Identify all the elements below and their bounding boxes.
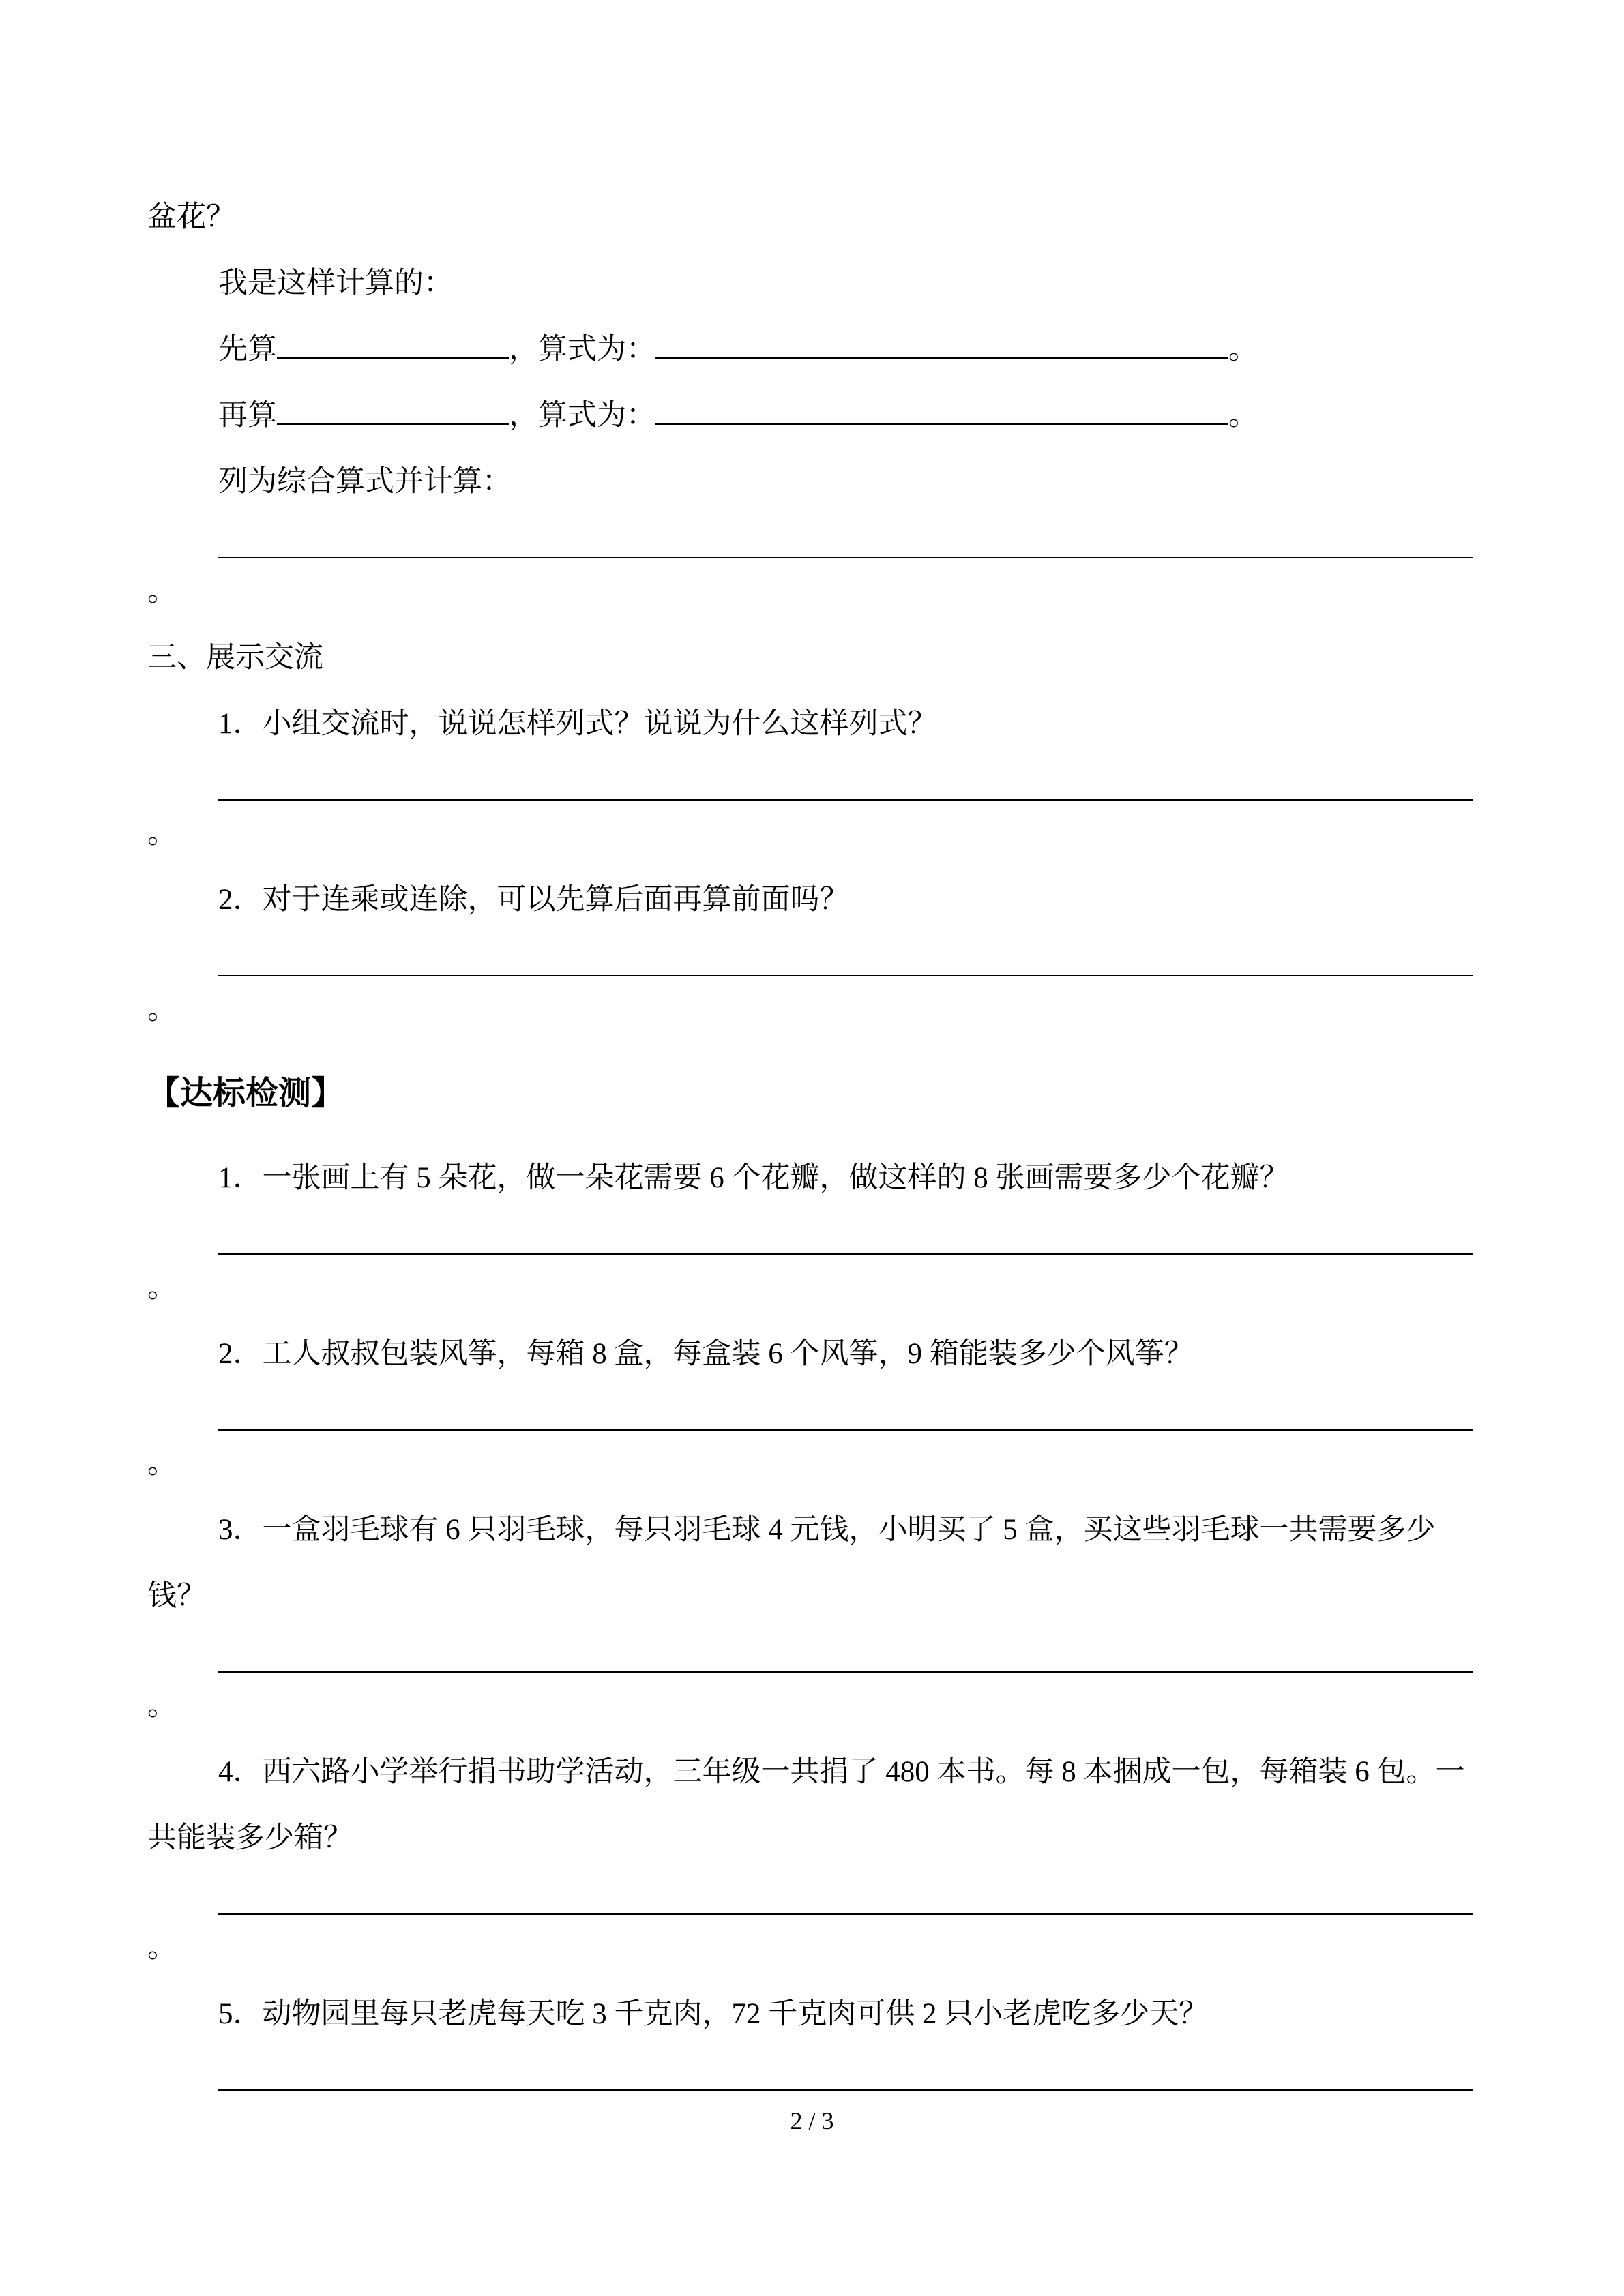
formula-label: ，算式为：: [509, 400, 655, 432]
answer-line: [218, 1211, 1473, 1255]
fill-in-blank: [655, 331, 1228, 359]
answer-line: [218, 1629, 1473, 1673]
test-question-5: 5．动物园里每只老虎每天吃 3 千克肉，72 千克肉可供 2 只小老虎吃多少天？: [218, 1998, 1209, 2030]
test-question-3: 3．一盒羽毛球有 6 只羽毛球，每只羽毛球 4 元钱，小明买了 5 盒，买这些羽毛球一共需要多少钱？: [147, 1514, 1436, 1612]
calc-step2-prefix: 再算: [218, 400, 277, 432]
fill-in-blank: [277, 398, 509, 425]
formula-label: ，算式为：: [509, 333, 655, 366]
period-line: 。: [147, 1690, 177, 1722]
question-continuation: 盆花？: [147, 201, 235, 233]
page-number: 2 / 3: [790, 2107, 834, 2134]
test-question-1: 1．一张画上有 5 朵花，做一朵花需要 6 个花瓣，做这样的 8 张画需要多少个花瓣？: [218, 1162, 1289, 1194]
period-line: 。: [147, 576, 177, 608]
period-line: 。: [147, 1272, 177, 1304]
calc-step1-line: [147, 316, 1473, 383]
period-line: 。: [147, 1448, 177, 1480]
calc-step2-line: [147, 383, 1473, 449]
answer-line: [218, 515, 1473, 558]
answer-line: [218, 1871, 1473, 1915]
test-question-4: 4．西六路小学举行捐书助学活动，三年级一共捐了 480 本书。每 8 本捆成一包，每箱装 6 包。一共能装多少箱？: [147, 1756, 1465, 1854]
calc-intro: 我是这样计算的：: [218, 267, 453, 299]
share-question-2: 2．对于连乘或连除，可以先算后面再算前面吗？: [218, 884, 849, 916]
test-question-2: 2．工人叔叔包装风筝，每箱 8 盒，每盒装 6 个风筝，9 箱能装多少个风筝？: [218, 1338, 1194, 1370]
answer-line: [218, 2047, 1473, 2091]
section-title-test: 【达标检测】: [147, 1075, 344, 1112]
answer-line: [218, 933, 1473, 976]
share-question-1: 1．小组交流时，说说怎样列式？说说为什么这样列式？: [218, 708, 937, 740]
calc-step1-prefix: 先算: [218, 333, 277, 366]
combined-formula-label: 列为综合算式并计算：: [218, 466, 512, 498]
period-line: 。: [147, 1932, 177, 1964]
answer-line: [218, 1387, 1473, 1431]
fill-in-blank: [277, 331, 509, 359]
answer-line: [218, 757, 1473, 801]
fill-in-blank: [655, 398, 1228, 425]
period: 。: [1228, 333, 1258, 366]
period: 。: [1228, 400, 1258, 432]
period-line: 。: [147, 994, 177, 1026]
section-title-share: 三、展示交流: [147, 642, 323, 674]
period-line: 。: [147, 818, 177, 850]
